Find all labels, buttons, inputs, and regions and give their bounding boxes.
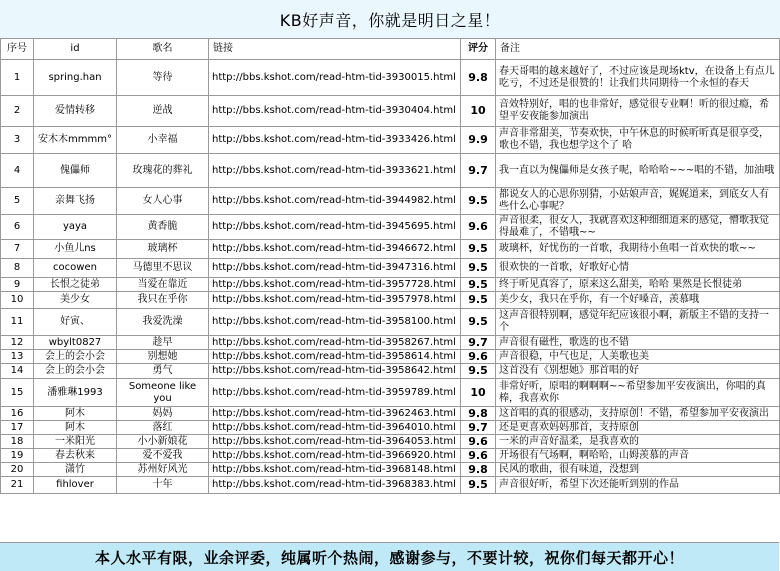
table-row (1, 421, 780, 435)
score: 9.7 (461, 154, 496, 188)
comment: 这声音很特别啊，感觉年纪应该很小啊，新版主不错的支持一个 (496, 309, 780, 336)
score: 9.7 (461, 336, 496, 350)
song-title: 我爱洗澡 (117, 309, 209, 336)
user-id: 春去秋来 (34, 449, 117, 463)
song-title: 爱不爱我 (117, 449, 209, 463)
comment: 声音非常甜美，节奏欢快，中午休息的时候听听真是很享受，歌也不错，我也想学这个了 哈 (496, 127, 780, 154)
table-row (1, 240, 780, 259)
song-title: 妈妈 (117, 407, 209, 421)
user-id: fihlover (34, 477, 117, 494)
post-link[interactable]: http://bbs.kshot.com/read-htm-tid-3959789.html (209, 379, 461, 407)
table-row (1, 364, 780, 379)
post-link[interactable]: http://bbs.kshot.com/read-htm-tid-3964010.html (209, 421, 461, 435)
user-id: 爱情转移 (34, 96, 117, 127)
score: 9.8 (461, 407, 496, 421)
post-link[interactable]: http://bbs.kshot.com/read-htm-tid-3930404.html (209, 96, 461, 127)
comment: 我一直以为傀儡师是女孩子呢，哈哈哈~~~唱的不错，加油哦 (496, 154, 780, 188)
footer-note: 本人水平有限，业余评委，纯属听个热闹，感谢参与，不要计较，祝你们每天都开心！ (0, 542, 779, 571)
post-link[interactable]: http://bbs.kshot.com/read-htm-tid-3947316.html (209, 259, 461, 278)
table-row (1, 336, 780, 350)
table-row (1, 127, 780, 154)
score: 10 (461, 379, 496, 407)
song-title: 苏州好风光 (117, 463, 209, 477)
row-number: 15 (1, 379, 34, 407)
table-row (1, 96, 780, 127)
song-title: 小幸福 (117, 127, 209, 154)
song-title: 马德里不思议 (117, 259, 209, 278)
comment: 非常好听，原唱的啊啊啊~~希望参加平安夜演出，你唱的真棒，我喜欢你 (496, 379, 780, 407)
score: 10 (461, 96, 496, 127)
post-link[interactable]: http://bbs.kshot.com/read-htm-tid-3944982.html (209, 188, 461, 215)
song-title: 我只在乎你 (117, 292, 209, 309)
post-link[interactable]: http://bbs.kshot.com/read-htm-tid-3933621.html (209, 154, 461, 188)
header-row (1, 39, 780, 60)
song-title: 等待 (117, 60, 209, 96)
song-title: 勇气 (117, 364, 209, 379)
post-link[interactable]: http://bbs.kshot.com/read-htm-tid-3962463.html (209, 407, 461, 421)
user-id: cocowen (34, 259, 117, 278)
song-title: Someone like you (117, 379, 209, 407)
row-number: 5 (1, 188, 34, 215)
score: 9.8 (461, 60, 496, 96)
row-number: 13 (1, 350, 34, 364)
post-link[interactable]: http://bbs.kshot.com/read-htm-tid-3964053.html (209, 435, 461, 449)
post-link[interactable]: http://bbs.kshot.com/read-htm-tid-3958267.html (209, 336, 461, 350)
table-row (1, 350, 780, 364)
post-link[interactable]: http://bbs.kshot.com/read-htm-tid-3930015.html (209, 60, 461, 96)
score: 9.5 (461, 240, 496, 259)
table-row (1, 477, 780, 494)
user-id: 小鱼儿ns (34, 240, 117, 259)
score: 9.5 (461, 477, 496, 494)
header-link: 链接 (209, 39, 461, 60)
row-number: 9 (1, 278, 34, 292)
comment: 都说女人的心思你别猜，小姑娘声音，娓娓道来，到底女人有些什么心事呢？ (496, 188, 780, 215)
row-number: 2 (1, 96, 34, 127)
song-title: 玻璃杯 (117, 240, 209, 259)
score: 9.5 (461, 309, 496, 336)
song-title: 别想她 (117, 350, 209, 364)
table-row (1, 188, 780, 215)
user-id: 一米阳光 (34, 435, 117, 449)
user-id: 会上的会小会 (34, 364, 117, 379)
comment: 声音很好听，希望下次还能听到别的作品 (496, 477, 780, 494)
table-row (1, 259, 780, 278)
table-row (1, 278, 780, 292)
user-id: 阿木 (34, 407, 117, 421)
comment: 民风的歌曲，很有味道，没想到 (496, 463, 780, 477)
ratings-table (0, 38, 780, 494)
score: 9.5 (461, 188, 496, 215)
row-number: 4 (1, 154, 34, 188)
comment: 开场很有气场啊，啊哈哈，山姆羡慕的声音 (496, 449, 780, 463)
row-number: 11 (1, 309, 34, 336)
table-row (1, 215, 780, 240)
user-id: 阿木 (34, 421, 117, 435)
user-id: 傀儡师 (34, 154, 117, 188)
user-id: 潇竹 (34, 463, 117, 477)
header-note: 备注 (496, 39, 780, 60)
song-title: 黄香脆 (117, 215, 209, 240)
row-number: 17 (1, 421, 34, 435)
table-row (1, 154, 780, 188)
song-title: 逆战 (117, 96, 209, 127)
row-number: 3 (1, 127, 34, 154)
comment: 终于听见真容了，原来这么甜美，哈哈 果然是长恨徒弟 (496, 278, 780, 292)
comment: 春天哥唱的越来越好了，不过应该是现场ktv，在设备上有点儿吃亏，不过还是很赞的！让我们共同期待一个永恒的春天 (496, 60, 780, 96)
post-link[interactable]: http://bbs.kshot.com/read-htm-tid-3958100.html (209, 309, 461, 336)
score: 9.5 (461, 278, 496, 292)
row-number: 18 (1, 435, 34, 449)
table-row (1, 463, 780, 477)
user-id: 好寅、 (34, 309, 117, 336)
row-number: 14 (1, 364, 34, 379)
song-title: 当爱在靠近 (117, 278, 209, 292)
post-link[interactable]: http://bbs.kshot.com/read-htm-tid-3958614.html (209, 350, 461, 364)
comment: 还是更喜欢妈妈那首，支持原创 (496, 421, 780, 435)
comment: 这首唱的真的很感动，支持原创！不错，希望参加平安夜演出 (496, 407, 780, 421)
row-number: 19 (1, 449, 34, 463)
table-row (1, 449, 780, 463)
user-id: 安木木mmmm° (34, 127, 117, 154)
table-row (1, 60, 780, 96)
user-id: wbylt0827 (34, 336, 117, 350)
post-link[interactable]: http://bbs.kshot.com/read-htm-tid-3945695.html (209, 215, 461, 240)
table-row (1, 435, 780, 449)
comment: 这首没有《别想她》那首唱的好 (496, 364, 780, 379)
score: 9.6 (461, 449, 496, 463)
row-number: 16 (1, 407, 34, 421)
comment: 一米的声音好温柔，是我喜欢的 (496, 435, 780, 449)
row-number: 12 (1, 336, 34, 350)
comment: 很欢快的一首歌，好歌好心情 (496, 259, 780, 278)
comment: 玻璃杯，好忧伤的一首歌，我期待小鱼唱一首欢快的歌~~ (496, 240, 780, 259)
table-row (1, 407, 780, 421)
user-id: yaya (34, 215, 117, 240)
row-number: 7 (1, 240, 34, 259)
sheet-title: KB好声音，你就是明日之星！ (0, 0, 780, 39)
row-number: 6 (1, 215, 34, 240)
table-row (1, 309, 780, 336)
row-number: 8 (1, 259, 34, 278)
header-song: 歌名 (117, 39, 209, 60)
header-score: 评分 (461, 39, 496, 60)
header-id: id (34, 39, 117, 60)
user-id: 亲舞飞扬 (34, 188, 117, 215)
comment: 音效特别好，唱的也非常好，感觉很专业啊！听的很过瘾，希望平安夜能参加演出 (496, 96, 780, 127)
post-link[interactable]: http://bbs.kshot.com/read-htm-tid-3968148.html (209, 463, 461, 477)
user-id: 会上的会小会 (34, 350, 117, 364)
comment: 声音很稳，中气也足，人美歌也美 (496, 350, 780, 364)
comment: 声音很柔，很女人，我就喜欢这种细细道来的感觉，懵歌我觉得最难了，不错哦~~ (496, 215, 780, 240)
row-number: 1 (1, 60, 34, 96)
header-no: 序号 (1, 39, 34, 60)
post-link[interactable]: http://bbs.kshot.com/read-htm-tid-3968383.html (209, 477, 461, 494)
post-link[interactable]: http://bbs.kshot.com/read-htm-tid-3957978.html (209, 292, 461, 309)
song-title: 玫瑰花的葬礼 (117, 154, 209, 188)
score: 9.7 (461, 421, 496, 435)
song-title: 落红 (117, 421, 209, 435)
post-link[interactable]: http://bbs.kshot.com/read-htm-tid-3966920.html (209, 449, 461, 463)
comment: 声音很有磁性，歌选的也不错 (496, 336, 780, 350)
score: 9.5 (461, 364, 496, 379)
user-id: 长恨之徒弟 (34, 278, 117, 292)
score: 9.9 (461, 127, 496, 154)
row-number: 21 (1, 477, 34, 494)
row-number: 20 (1, 463, 34, 477)
score: 9.8 (461, 463, 496, 477)
comment: 美少女，我只在乎你，有一个好嗓音，羡慕哦 (496, 292, 780, 309)
score: 9.6 (461, 350, 496, 364)
score: 9.6 (461, 215, 496, 240)
song-title: 小小新娘花 (117, 435, 209, 449)
song-title: 十年 (117, 477, 209, 494)
song-title: 趁早 (117, 336, 209, 350)
score: 9.5 (461, 259, 496, 278)
post-link[interactable]: http://bbs.kshot.com/read-htm-tid-3958642.html (209, 364, 461, 379)
table-row (1, 292, 780, 309)
score: 9.5 (461, 292, 496, 309)
post-link[interactable]: http://bbs.kshot.com/read-htm-tid-3933426.html (209, 127, 461, 154)
row-number: 10 (1, 292, 34, 309)
user-id: 美少女 (34, 292, 117, 309)
song-title: 女人心事 (117, 188, 209, 215)
table-row (1, 379, 780, 407)
post-link[interactable]: http://bbs.kshot.com/read-htm-tid-3957728.html (209, 278, 461, 292)
post-link[interactable]: http://bbs.kshot.com/read-htm-tid-3946672.html (209, 240, 461, 259)
user-id: spring.han (34, 60, 117, 96)
score: 9.6 (461, 435, 496, 449)
user-id: 潘雅琳1993 (34, 379, 117, 407)
